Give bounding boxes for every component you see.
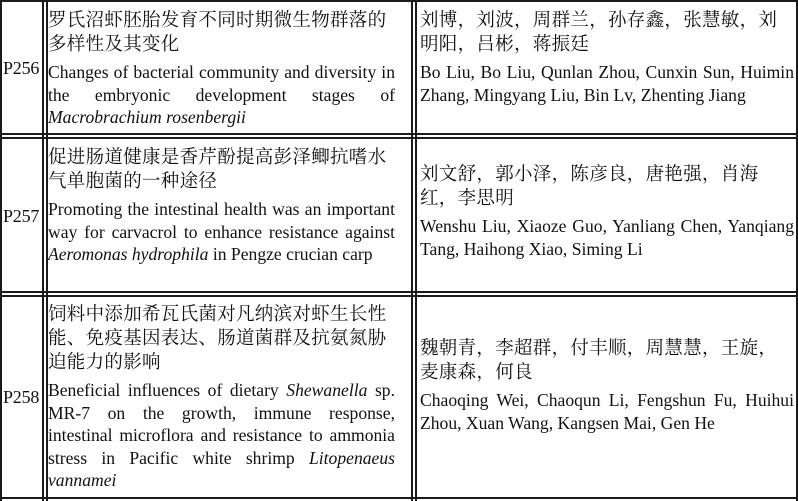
title-en-species: Aeromonas hydrophila (48, 244, 209, 264)
title-en-species: Litopenaeus vannamei (48, 447, 395, 490)
paper-authors (420, 163, 794, 260)
authors-zh: 刘文舒，郭小泽，陈彦良，唐艳强，肖海红，李思明 (420, 164, 759, 209)
table-row (0, 297, 798, 497)
paper-id: P258 (3, 387, 40, 407)
title-en-text: Promoting the intestinal health was an important way for carvacrol to enhance resistance against (48, 199, 395, 242)
title-en-text: Changes of bacterial community and diversity in the embryonic development stages of (48, 62, 395, 105)
title-en (48, 198, 395, 266)
table-row (0, 0, 798, 133)
paper-title (48, 146, 395, 266)
authors-zh: 刘博，刘波，周群兰，孙存鑫，张慧敏，刘明阳，吕彬，蒋振廷 (420, 10, 778, 55)
title-en-text: in Pengze crucian carp (208, 244, 373, 264)
title-en-text: sp. MR-7 on the growth, immune response, intestinal microflora and resistance to ammonia stress in Pacific white shrimp (48, 380, 395, 468)
title-zh: 罗氏沼虾胚胎发育不同时期微生物群落的多样性及其变化 (48, 10, 387, 55)
title-en-text: Beneficial influences of dietary (48, 380, 287, 400)
paper-title (48, 9, 395, 129)
paper-authors (420, 337, 794, 434)
table-rule (0, 497, 798, 499)
authors-en: Wenshu Liu, Xiaoze Guo, Yanliang Chen, Yanqiang Tang, Haihong Xiao, Siming Li (420, 216, 794, 259)
paper-authors (420, 9, 794, 106)
title-en (48, 379, 395, 492)
title-zh: 促进肠道健康是香芹酚提高彭泽鲫抗嗜水气单胞菌的一种途径 (48, 147, 387, 192)
authors-en: Chaoqing Wei, Chaoqun Li, Fengshun Fu, Huihui Zhou, Xuan Wang, Kangsen Mai, Gen He (420, 390, 794, 433)
authors-zh: 魏朝青，李超群，付丰顺，周慧慧，王旋，麦康森，何良 (420, 338, 778, 383)
title-en-genus: Shewanella (286, 380, 368, 400)
title-en-species: Macrobrachium rosenbergii (48, 107, 246, 127)
authors-en: Bo Liu, Bo Liu, Qunlan Zhou, Cunxin Sun, Huimin Zhang, Mingyang Liu, Bin Lv, Zhenting Jiang (420, 62, 794, 105)
title-zh: 饲料中添加希瓦氏菌对凡纳滨对虾生长性能、免疫基因表达、肠道菌群及抗氨氮胁迫能力的影响 (48, 304, 387, 373)
paper-id: P257 (3, 206, 40, 226)
paper-id: P256 (3, 58, 40, 78)
table-row (0, 139, 798, 291)
title-en (48, 61, 395, 129)
paper-title (48, 303, 395, 492)
